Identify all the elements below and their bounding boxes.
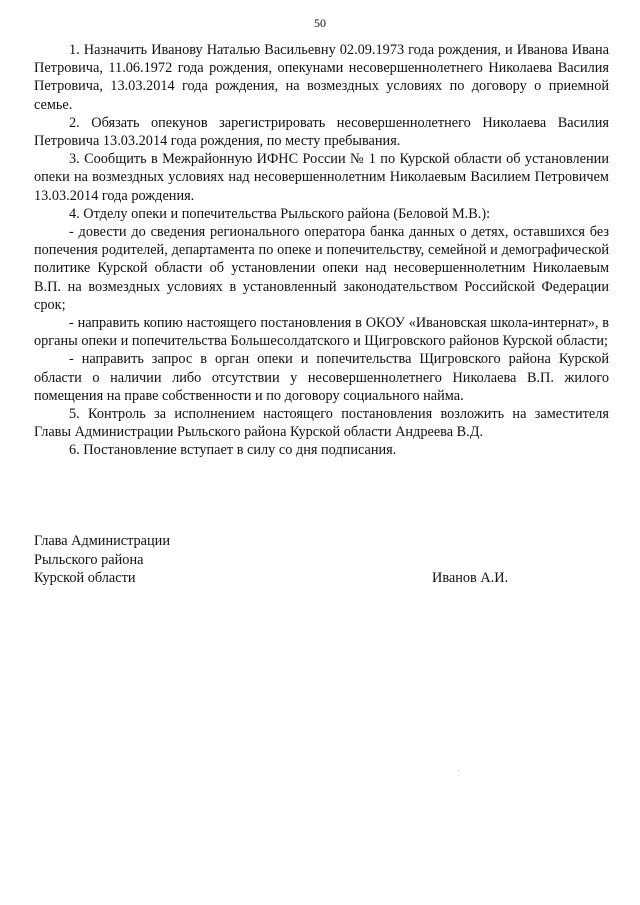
paragraph-4-guardianship-department: 4. Отделу опеки и попечительства Рыльского района (Беловой М.В.): [69,205,491,222]
paragraph-4-item-send-request: - направить запрос в орган опеки и попечительства Щигровского района Курской области о наличии либо отсутствии у несовершеннолетнего Николаева В.П. жилого помещения на праве собственности и по договору социального найма. [34,351,609,404]
resolution-body [34,41,609,460]
signature-block [34,532,609,588]
scan-speck [458,770,459,771]
paragraph-2-registration: 2. Обязать опекунов зарегистрировать несовершеннолетнего Николаева Василия Петровича 13.03.2014 года рождения, по месту пребывания. [34,114,609,150]
paragraph-1-appoint-guardians: 1. Назначить Иванову Наталью Васильевну 02.09.1973 года рождения, и Иванова Ивана Петровича, 11.06.1972 года рождения, опекунами несовершеннолетнего Николаева Василия Петровича, 13.03.2014 года рождения, на возмездных условиях по договору о приемной семье. [34,42,609,113]
signer-title-line: Рыльского района [34,551,144,568]
signer-title-line: Курской области [34,570,136,586]
paragraph-4-item-send-copy: - направить копию настоящего постановления в ОКОУ «Ивановская школа-интернат», в органы опеки и попечительства Большесолдатского и Щигровского районов Курской области; [34,315,609,350]
paragraph-5-control: 5. Контроль за исполнением настоящего постановления возложить на заместителя Главы Администрации Рыльского района Курской области Андреева В.Д. [34,406,609,441]
signer-name: Иванов А.И. [432,570,509,586]
paragraph-3-tax-notice: 3. Сообщить в Межрайонную ИФНС России № 1 по Курской области об установлении опеки на возмездных условиях над несовершеннолетним Николаевым Василием Петровичем 13.03.2014 года рождения. [34,151,609,204]
signer-title-line: Глава Администрации [34,533,170,549]
page-number: 50 [314,16,326,30]
paragraph-6-effective: 6. Постановление вступает в силу со дня подписания. [69,442,397,459]
paragraph-4-item-regional-operator: - довести до сведения регионального оператора банка данных о детях, оставшихся без попечения родителей, департамента по опеке и попечительству, семейной и демографической политике Курской области об установлении опеки над несовершеннолетним Николаевым В.П. на возмездных условиях в установленный законодательством Российской Федерации срок; [34,224,609,313]
